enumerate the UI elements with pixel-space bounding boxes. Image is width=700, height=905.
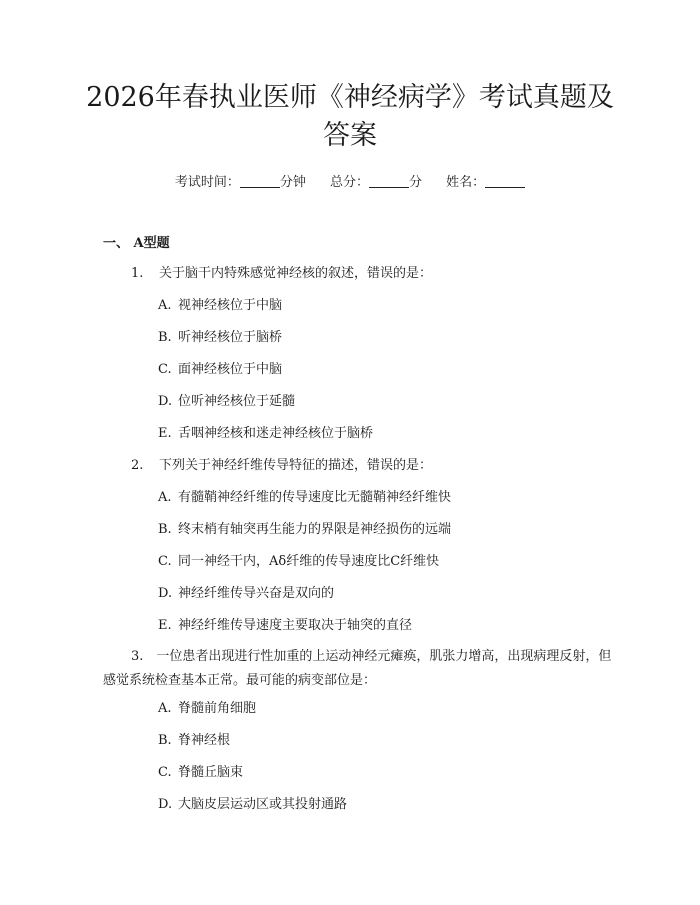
question-3 (103, 645, 615, 693)
option-text: 神经纤维传导速度主要取决于轴突的直径 (178, 618, 413, 633)
option-letter: A. (158, 490, 172, 505)
option-1e[interactable] (158, 422, 373, 441)
exam-time-label: 考试时间： (174, 175, 240, 190)
exam-time-blank[interactable] (240, 175, 280, 188)
section-heading: 一、 A型题 (103, 236, 170, 251)
option-1a[interactable] (158, 294, 282, 313)
option-text: 终末梢有轴突再生能力的界限是神经损伤的远端 (178, 522, 452, 537)
exam-title-line1: 2026年春执业医师《神经病学》考试真题及 (86, 82, 614, 113)
option-1c[interactable] (158, 358, 282, 377)
option-letter: C. (158, 765, 172, 780)
option-text: 脊神经根 (178, 733, 231, 748)
question-number: 3. (131, 649, 144, 664)
option-3b[interactable] (158, 729, 230, 748)
option-text: 有髓鞘神经纤维的传导速度比无髓鞘神经纤维快 (178, 490, 452, 505)
option-2c[interactable] (158, 550, 439, 569)
option-letter: D. (158, 797, 173, 812)
option-text: 脊髓前角细胞 (178, 701, 257, 716)
total-score-label: 总分： (329, 175, 369, 190)
option-3a[interactable] (158, 697, 256, 716)
question-1 (131, 262, 432, 281)
option-text: 面神经核位于中脑 (178, 362, 283, 377)
student-name-label: 姓名： (446, 175, 486, 190)
option-2b[interactable] (158, 518, 451, 537)
option-1d[interactable] (158, 390, 295, 409)
total-score-blank[interactable] (369, 175, 409, 188)
option-letter: E. (158, 426, 172, 441)
option-text: 脊髓丘脑束 (178, 765, 244, 780)
option-text: 视神经核位于中脑 (178, 298, 283, 313)
option-text: 位听神经核位于延髓 (178, 394, 296, 409)
option-text: 神经纤维传导兴奋是双向的 (178, 586, 335, 601)
option-2a[interactable] (158, 486, 451, 505)
option-letter: B. (158, 522, 172, 537)
question-stem: 关于脑干内特殊感觉神经核的叙述，错误的是： (159, 266, 433, 281)
option-letter: C. (158, 554, 172, 569)
option-letter: E. (158, 618, 172, 633)
option-letter: B. (158, 330, 172, 345)
question-stem: 下列关于神经纤维传导特征的描述，错误的是： (159, 458, 433, 473)
student-name-blank[interactable] (485, 175, 525, 188)
option-letter: C. (158, 362, 172, 377)
question-stem: 一位患者出现进行性加重的上运动神经元瘫痪，肌张力增高，出现病理反射，但感觉系统检查基本正常。最可能的病变部位是： (103, 649, 612, 688)
option-letter: D. (158, 394, 173, 409)
option-1b[interactable] (158, 326, 282, 345)
exam-info-line (0, 171, 700, 190)
question-number: 1. (131, 266, 144, 281)
option-text: 舌咽神经核和迷走神经核位于脑桥 (178, 426, 374, 441)
exam-time-field (175, 171, 306, 190)
option-2d[interactable] (158, 582, 334, 601)
option-text: 听神经核位于脑桥 (178, 330, 283, 345)
total-score-field (330, 171, 422, 190)
exam-title-line2: 答案 (323, 120, 377, 151)
question-2 (131, 454, 432, 473)
student-name-field (446, 171, 525, 190)
option-letter: D. (158, 586, 173, 601)
exam-time-unit: 分钟 (279, 175, 306, 190)
option-letter: A. (158, 701, 172, 716)
option-text: 同一神经干内，Aδ纤维的传导速度比C纤维快 (178, 554, 440, 569)
option-2e[interactable] (158, 614, 412, 633)
total-score-unit: 分 (409, 175, 423, 190)
option-3c[interactable] (158, 761, 243, 780)
option-letter: B. (158, 733, 172, 748)
option-3d[interactable] (158, 793, 347, 812)
question-number: 2. (131, 458, 144, 473)
option-letter: A. (158, 298, 172, 313)
option-text: 大脑皮层运动区或其投射通路 (178, 797, 348, 812)
